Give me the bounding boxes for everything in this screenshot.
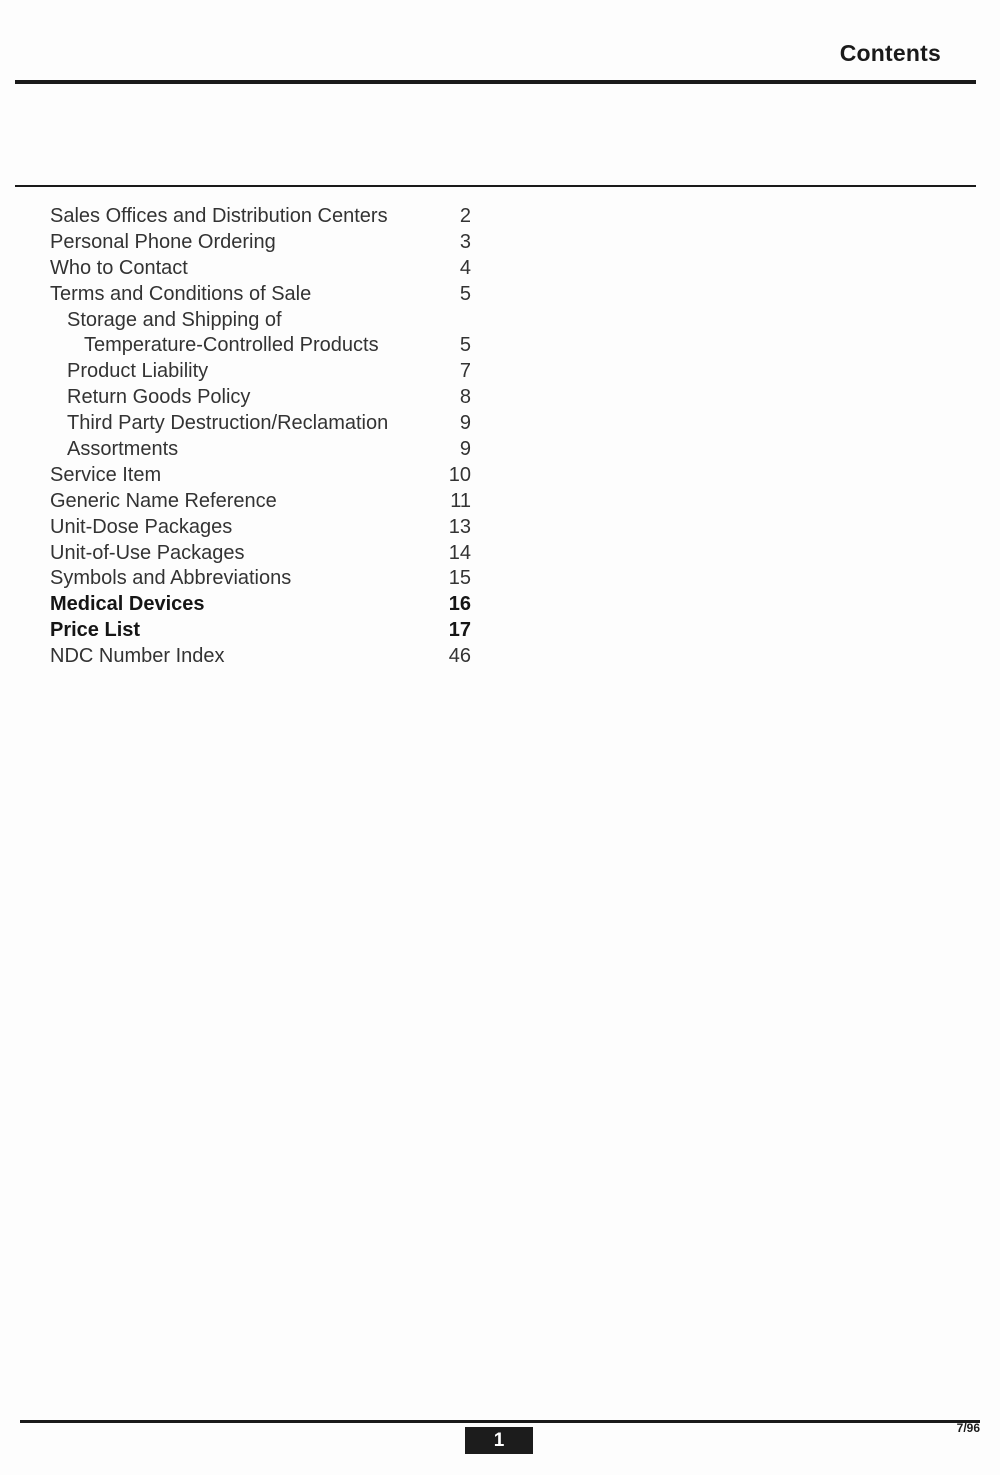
toc-entry bbox=[50, 203, 480, 229]
section-rule bbox=[15, 185, 976, 187]
toc-entry bbox=[50, 281, 480, 307]
table-of-contents bbox=[50, 203, 480, 669]
header-rule bbox=[15, 80, 976, 84]
toc-entry-title: Return Goods Policy bbox=[67, 386, 251, 409]
toc-entry-page: 3 bbox=[459, 230, 471, 253]
toc-entry-page: 9 bbox=[459, 438, 471, 461]
toc-entry bbox=[50, 358, 480, 384]
toc-entry bbox=[50, 307, 480, 333]
toc-entry bbox=[50, 255, 480, 281]
toc-entry-page: 16 bbox=[448, 593, 471, 616]
toc-entry-title: Sales Offices and Distribution Centers bbox=[50, 205, 388, 227]
toc-entry-title: Third Party Destruction/Reclamation bbox=[67, 412, 389, 435]
toc-entry-page: 17 bbox=[448, 619, 471, 642]
toc-entry-page: 7 bbox=[459, 360, 471, 383]
toc-entry-page: 4 bbox=[459, 256, 471, 279]
toc-entry-title: Generic Name Reference bbox=[50, 489, 277, 512]
toc-entry-title: Price List bbox=[50, 619, 141, 642]
toc-entry-page: 2 bbox=[459, 205, 471, 227]
page-title: Contents bbox=[839, 40, 941, 66]
toc-entry-title: Who to Contact bbox=[50, 256, 188, 279]
date-code: 7/96 bbox=[956, 1421, 980, 1435]
toc-entry bbox=[50, 540, 480, 566]
toc-entry-page: 15 bbox=[448, 567, 471, 590]
toc-entry bbox=[50, 643, 480, 669]
toc-entry bbox=[50, 462, 480, 488]
toc-entry-page: 5 bbox=[459, 334, 471, 357]
toc-entry bbox=[50, 384, 480, 410]
toc-entry-page: 9 bbox=[459, 412, 471, 435]
toc-entry bbox=[50, 229, 480, 255]
toc-entry-title: Symbols and Abbreviations bbox=[50, 567, 292, 590]
toc-entry bbox=[50, 617, 480, 643]
toc-entry bbox=[50, 591, 480, 617]
toc-entry-page: 5 bbox=[459, 282, 471, 305]
toc-entry-title: Service Item bbox=[50, 463, 162, 486]
toc-entry-title: Storage and Shipping of bbox=[67, 308, 282, 331]
toc-entry bbox=[50, 436, 480, 462]
toc-entry-page: 14 bbox=[448, 541, 471, 564]
toc-entry-title: Assortments bbox=[67, 438, 179, 461]
footer-rule bbox=[20, 1420, 980, 1423]
toc-entry bbox=[50, 332, 480, 358]
toc-entry-title: NDC Number Index bbox=[50, 645, 225, 668]
toc-entry-title: Product Liability bbox=[67, 360, 209, 383]
toc-entry-title: Personal Phone Ordering bbox=[50, 230, 276, 253]
toc-entry-title: Unit-of-Use Packages bbox=[50, 541, 245, 564]
toc-entry-page: 46 bbox=[448, 645, 471, 668]
toc-entry bbox=[50, 565, 480, 591]
toc-entry-title: Medical Devices bbox=[50, 593, 205, 616]
toc-entry bbox=[50, 514, 480, 540]
toc-entry bbox=[50, 410, 480, 436]
toc-entry-page: 8 bbox=[459, 386, 471, 409]
toc-entry bbox=[50, 488, 480, 514]
page-number-badge: 1 bbox=[465, 1427, 533, 1454]
toc-entry-title: Terms and Conditions of Sale bbox=[50, 282, 312, 305]
toc-entry-title: Temperature-Controlled Products bbox=[84, 334, 379, 357]
toc-entry-page: 10 bbox=[448, 463, 471, 486]
toc-entry-page: 11 bbox=[450, 489, 471, 512]
toc-entry-title: Unit-Dose Packages bbox=[50, 515, 233, 538]
toc-entry-page: 13 bbox=[448, 515, 471, 538]
